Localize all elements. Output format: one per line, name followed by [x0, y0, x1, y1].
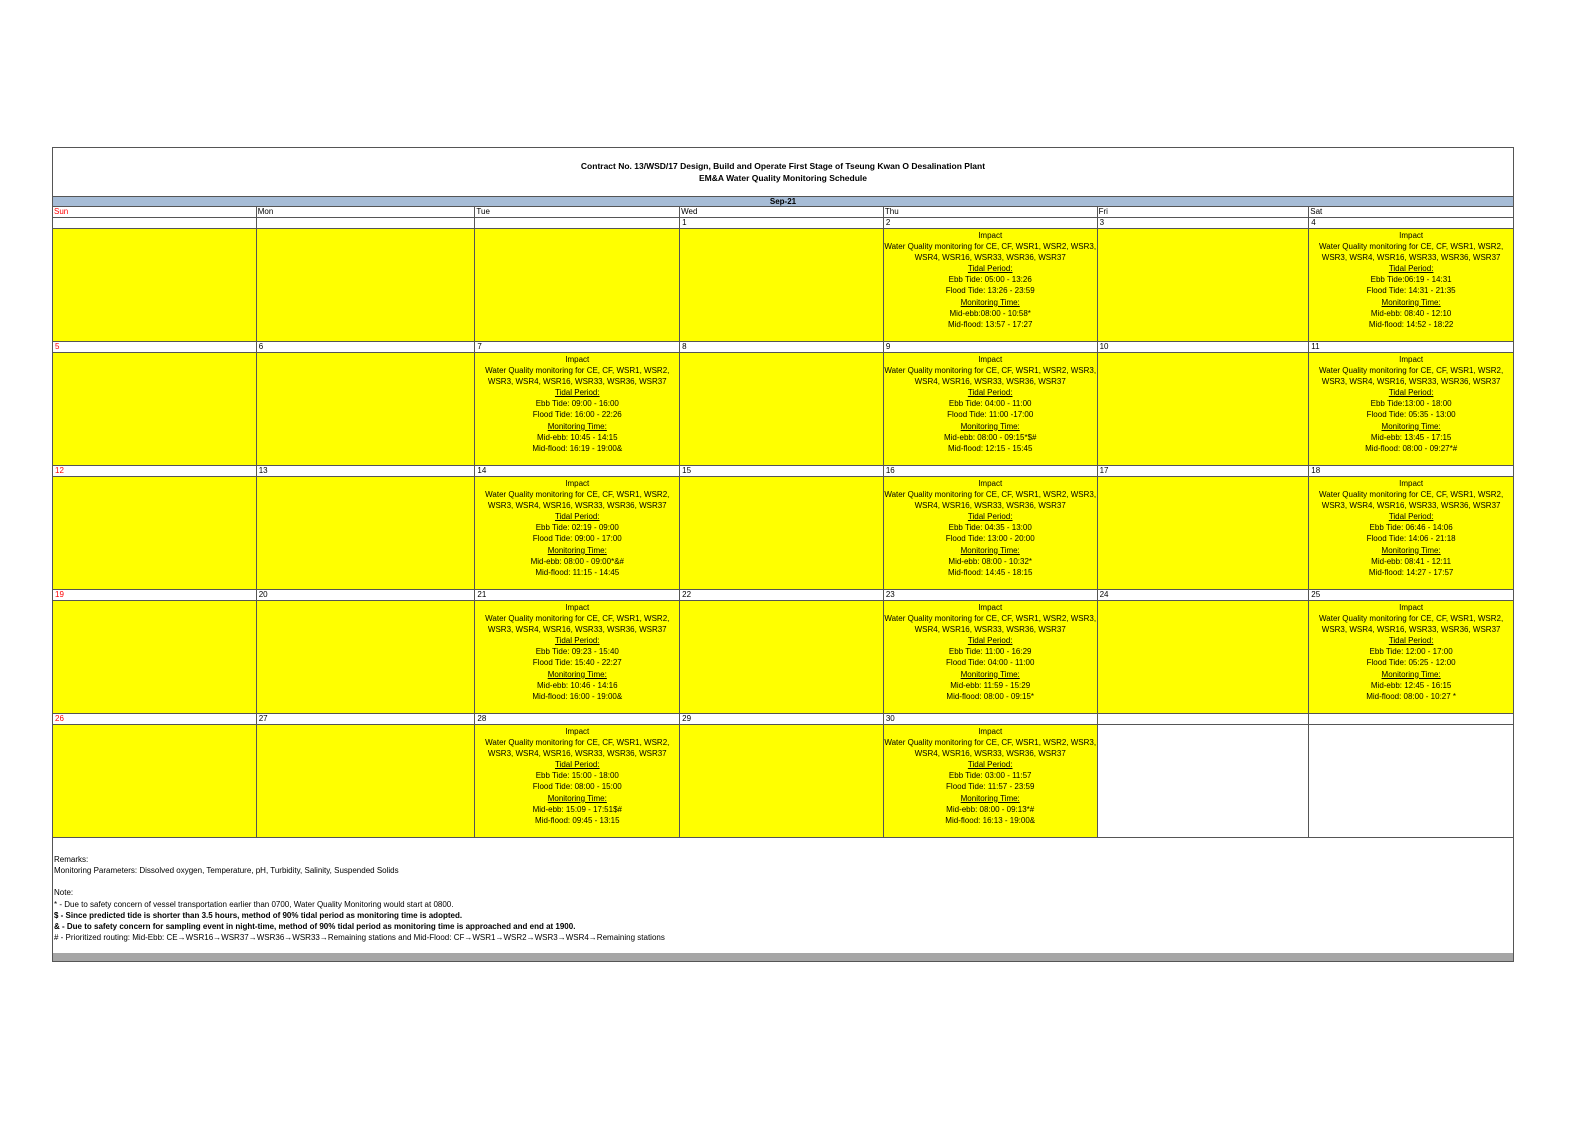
empty-day-cell [1098, 601, 1310, 714]
impact-label: Impact [978, 231, 1003, 240]
empty-day-cell [257, 725, 476, 838]
note-heading: Note: [54, 888, 74, 898]
impact-description: Water Quality monitoring for CE, CF, WSR1, WSR2, WSR3, WSR4, WSR16, WSR33, WSR36, WSR37 [485, 490, 670, 511]
impact-schedule-cell [475, 601, 680, 714]
schedule-sheet [52, 147, 1514, 962]
weekday-thu: Thu [884, 207, 1098, 218]
impact-schedule-cell [1309, 229, 1513, 342]
note-dollar: $ - Since predicted tide is shorter than 3.5 hours, method of 90% tidal period as monitoring time is adopted. [54, 910, 463, 920]
monitoring-time-label: Monitoring Time: [960, 793, 1020, 803]
monitoring-time-label: Monitoring Time: [960, 421, 1020, 431]
mid-flood: Mid-flood: 12:15 - 15:45 [947, 443, 1033, 453]
empty-day-cell [53, 725, 257, 838]
mid-ebb: Mid-ebb: 10:46 - 14:16 [537, 680, 618, 690]
date-number: 24 [1098, 590, 1310, 601]
date-number: 26 [53, 714, 257, 725]
impact-schedule-cell [1309, 601, 1513, 714]
date-number: 30 [884, 714, 1098, 725]
weekday-wed: Wed [680, 207, 884, 218]
impact-description: Water Quality monitoring for CE, CF, WSR1, WSR2, WSR3, WSR4, WSR16, WSR33, WSR36, WSR37 [485, 366, 670, 387]
note-hash: # - Prioritized routing: Mid-Ebb: CE→WSR16→WSR37→WSR36→WSR33→Remaining stations and Mid-Flood: CF→WSR1→WSR2→WSR3→WSR4→Remaining stations [54, 933, 665, 943]
date-number [257, 218, 476, 229]
tidal-period-label: Tidal Period: [554, 512, 600, 522]
monitoring-time-label: Monitoring Time: [1381, 669, 1441, 679]
impact-label: Impact [978, 603, 1003, 612]
date-number: 25 [1309, 590, 1513, 601]
impact-label: Impact [565, 479, 590, 488]
flood-tide: Flood Tide: 13:26 - 23:59 [945, 286, 1035, 296]
impact-schedule-cell [1309, 477, 1513, 590]
date-number: 27 [257, 714, 476, 725]
empty-day-cell [1098, 725, 1310, 838]
mid-ebb: Mid-ebb: 08:00 - 09:00*&# [530, 556, 624, 566]
flood-tide: Flood Tide: 09:00 - 17:00 [532, 534, 622, 544]
impact-description: Water Quality monitoring for CE, CF, WSR1, WSR2, WSR3, WSR4, WSR16, WSR33, WSR36, WSR37 [1319, 614, 1504, 635]
mid-ebb: Mid-ebb: 08:00 - 09:13*# [946, 804, 1035, 814]
monitoring-time-label: Monitoring Time: [1381, 297, 1441, 307]
ebb-tide: Ebb Tide:13:00 - 18:00 [1370, 399, 1452, 409]
flood-tide: Flood Tide: 11:57 - 23:59 [946, 782, 1035, 792]
date-number: 17 [1098, 466, 1310, 477]
impact-schedule-cell [475, 353, 680, 466]
mid-flood: Mid-flood: 08:00 - 09:15* [946, 691, 1035, 701]
mid-flood: Mid-flood: 16:19 - 19:00& [532, 443, 623, 453]
schedule-row [53, 353, 1513, 466]
monitoring-time-label: Monitoring Time: [547, 669, 607, 679]
tidal-period-label: Tidal Period: [1388, 388, 1434, 398]
impact-description: Water Quality monitoring for CE, CF, WSR1, WSR2, WSR3, WSR4, WSR16, WSR33, WSR36, WSR37 [884, 366, 1097, 387]
date-number: 23 [884, 590, 1098, 601]
impact-schedule-cell [884, 601, 1098, 714]
date-number: 15 [680, 466, 884, 477]
impact-schedule-cell [1309, 353, 1513, 466]
tidal-period-label: Tidal Period: [967, 264, 1013, 274]
impact-label: Impact [565, 727, 590, 736]
monitoring-time-label: Monitoring Time: [547, 793, 607, 803]
flood-tide: Flood Tide: 05:25 - 12:00 [1366, 658, 1456, 668]
mid-flood: Mid-flood: 14:45 - 18:15 [947, 567, 1033, 577]
mid-ebb: Mid-ebb:08:00 - 10:58* [949, 308, 1031, 318]
tidal-period-label: Tidal Period: [554, 636, 600, 646]
flood-tide: Flood Tide: 08:00 - 15:00 [532, 782, 622, 792]
date-number: 13 [257, 466, 476, 477]
schedule-title: EM&A Water Quality Monitoring Schedule [699, 173, 867, 183]
date-number: 19 [53, 590, 257, 601]
contract-title: Contract No. 13/WSD/17 Design, Build and Operate First Stage of Tseung Kwan O Desalination Plant [580, 161, 986, 171]
monitoring-time-label: Monitoring Time: [547, 545, 607, 555]
ebb-tide: Ebb Tide: 02:19 - 09:00 [535, 523, 619, 533]
mid-ebb: Mid-ebb: 13:45 - 17:15 [1370, 432, 1452, 442]
mid-flood: Mid-flood: 11:15 - 14:45 [535, 567, 620, 577]
mid-flood: Mid-flood: 14:27 - 17:57 [1368, 567, 1454, 577]
impact-label: Impact [1399, 355, 1424, 364]
empty-day-cell [257, 601, 476, 714]
impact-label: Impact [978, 727, 1003, 736]
date-number: 16 [884, 466, 1098, 477]
mid-flood: Mid-flood: 08:00 - 09:27*# [1365, 443, 1458, 453]
ebb-tide: Ebb Tide: 04:00 - 11:00 [948, 399, 1032, 409]
mid-ebb: Mid-ebb: 08:00 - 09:15*$# [943, 432, 1037, 442]
empty-day-cell [1098, 477, 1310, 590]
ebb-tide: Ebb Tide: 05:00 - 13:26 [948, 275, 1032, 285]
ebb-tide: Ebb Tide: 06:46 - 14:06 [1369, 523, 1453, 533]
date-number: 9 [884, 342, 1098, 353]
schedule-row [53, 725, 1513, 838]
empty-day-cell [680, 353, 884, 466]
mid-flood: Mid-flood: 09:45 - 13:15 [535, 815, 620, 825]
date-number: 3 [1098, 218, 1310, 229]
monitoring-parameters: Monitoring Parameters: Dissolved oxygen, Temperature, pH, Turbidity, Salinity, Suspended Solids [54, 866, 399, 876]
tidal-period-label: Tidal Period: [1388, 264, 1434, 274]
date-number: 2 [884, 218, 1098, 229]
empty-day-cell [257, 477, 476, 590]
empty-day-cell [53, 477, 257, 590]
impact-label: Impact [1399, 479, 1424, 488]
mid-flood: Mid-flood: 14:52 - 18:22 [1368, 319, 1454, 329]
empty-day-cell [1309, 725, 1513, 838]
weekday-tue: Tue [475, 207, 680, 218]
schedule-row [53, 229, 1513, 342]
impact-label: Impact [565, 603, 590, 612]
weeks-container [53, 218, 1513, 838]
impact-description: Water Quality monitoring for CE, CF, WSR1, WSR2, WSR3, WSR4, WSR16, WSR33, WSR36, WSR37 [884, 490, 1097, 511]
date-number: 14 [475, 466, 680, 477]
flood-tide: Flood Tide: 16:00 - 22:26 [532, 410, 622, 420]
date-number [1098, 714, 1310, 725]
ebb-tide: Ebb Tide: 04:35 - 13:00 [948, 523, 1032, 533]
flood-tide: Flood Tide: 05:35 - 13:00 [1366, 410, 1456, 420]
empty-day-cell [53, 229, 257, 342]
date-number: 11 [1309, 342, 1513, 353]
impact-description: Water Quality monitoring for CE, CF, WSR1, WSR2, WSR3, WSR4, WSR16, WSR33, WSR36, WSR37 [485, 738, 670, 759]
empty-day-cell [257, 229, 476, 342]
ebb-tide: Ebb Tide: 12:00 - 17:00 [1369, 647, 1453, 657]
month-label: Sep-21 [53, 196, 1513, 207]
impact-description: Water Quality monitoring for CE, CF, WSR1, WSR2, WSR3, WSR4, WSR16, WSR33, WSR36, WSR37 [1319, 366, 1504, 387]
date-number: 28 [475, 714, 680, 725]
impact-label: Impact [978, 479, 1003, 488]
calendar-grid [53, 207, 1513, 838]
impact-label: Impact [565, 355, 590, 364]
date-number: 6 [257, 342, 476, 353]
impact-label: Impact [1399, 231, 1424, 240]
impact-description: Water Quality monitoring for CE, CF, WSR1, WSR2, WSR3, WSR4, WSR16, WSR33, WSR36, WSR37 [1319, 242, 1504, 263]
mid-flood: Mid-flood: 08:00 - 10:27 * [1366, 691, 1457, 701]
date-number: 5 [53, 342, 257, 353]
impact-schedule-cell [884, 725, 1098, 838]
ebb-tide: Ebb Tide:06:19 - 14:31 [1370, 275, 1452, 285]
empty-day-cell [475, 229, 680, 342]
mid-ebb: Mid-ebb: 11:59 - 15:29 [950, 680, 1031, 690]
impact-schedule-cell [475, 477, 680, 590]
remarks-section [54, 854, 665, 943]
mid-ebb: Mid-ebb: 12:45 - 16:15 [1370, 680, 1452, 690]
mid-ebb: Mid-ebb: 08:00 - 10:32* [948, 556, 1033, 566]
flood-tide: Flood Tide: 15:40 - 22:27 [532, 658, 622, 668]
empty-day-cell [680, 601, 884, 714]
impact-label: Impact [978, 355, 1003, 364]
date-number: 12 [53, 466, 257, 477]
flood-tide: Flood Tide: 14:06 - 21:18 [1366, 534, 1456, 544]
date-number: 1 [680, 218, 884, 229]
schedule-row [53, 601, 1513, 714]
flood-tide: Flood Tide: 11:00 -17:00 [947, 410, 1034, 420]
schedule-row [53, 477, 1513, 590]
weekday-sat: Sat [1309, 207, 1513, 218]
impact-description: Water Quality monitoring for CE, CF, WSR1, WSR2, WSR3, WSR4, WSR16, WSR33, WSR36, WSR37 [884, 242, 1097, 263]
date-number [1309, 714, 1513, 725]
date-number: 4 [1309, 218, 1513, 229]
weekday-header-row [53, 207, 1513, 218]
tidal-period-label: Tidal Period: [967, 512, 1013, 522]
date-row [53, 218, 1513, 229]
tidal-period-label: Tidal Period: [967, 760, 1013, 770]
date-number: 10 [1098, 342, 1310, 353]
monitoring-time-label: Monitoring Time: [1381, 421, 1441, 431]
empty-day-cell [680, 725, 884, 838]
mid-flood: Mid-flood: 13:57 - 17:27 [947, 319, 1033, 329]
date-number: 29 [680, 714, 884, 725]
impact-schedule-cell [475, 725, 680, 838]
impact-schedule-cell [884, 353, 1098, 466]
empty-day-cell [53, 353, 257, 466]
mid-ebb: Mid-ebb: 08:40 - 12:10 [1370, 308, 1452, 318]
flood-tide: Flood Tide: 04:00 - 11:00 [946, 658, 1035, 668]
empty-day-cell [53, 601, 257, 714]
weekday-sun: Sun [53, 207, 257, 218]
empty-day-cell [680, 229, 884, 342]
ebb-tide: Ebb Tide: 09:00 - 16:00 [535, 399, 619, 409]
monitoring-time-label: Monitoring Time: [960, 297, 1020, 307]
empty-day-cell [257, 353, 476, 466]
mid-flood: Mid-flood: 16:00 - 19:00& [532, 691, 623, 701]
monitoring-time-label: Monitoring Time: [960, 669, 1020, 679]
tidal-period-label: Tidal Period: [967, 636, 1013, 646]
note-ampersand: & - Due to safety concern for sampling event in night-time, method of 90% tidal period as monitoring time is approached and end at 1900. [54, 922, 576, 932]
impact-description: Water Quality monitoring for CE, CF, WSR1, WSR2, WSR3, WSR4, WSR16, WSR33, WSR36, WSR37 [884, 614, 1097, 635]
date-number: 18 [1309, 466, 1513, 477]
empty-day-cell [1098, 229, 1310, 342]
date-row [53, 342, 1513, 353]
mid-ebb: Mid-ebb: 08:41 - 12:11 [1371, 556, 1452, 566]
flood-tide: Flood Tide: 14:31 - 21:35 [1366, 286, 1456, 296]
date-number [53, 218, 257, 229]
remarks-heading: Remarks: [54, 855, 89, 864]
date-row [53, 714, 1513, 725]
date-number [475, 218, 680, 229]
mid-flood: Mid-flood: 16:13 - 19:00& [945, 815, 1036, 825]
date-number: 20 [257, 590, 476, 601]
note-asterisk: * - Due to safety concern of vessel transportation earlier than 0700, Water Quality Monitoring would start at 0800. [54, 899, 454, 909]
impact-label: Impact [1399, 603, 1424, 612]
weekday-fri: Fri [1098, 207, 1310, 218]
mid-ebb: Mid-ebb: 15:09 - 17:51$# [532, 804, 622, 814]
mid-ebb: Mid-ebb: 10:45 - 14:15 [537, 432, 618, 442]
tidal-period-label: Tidal Period: [554, 388, 600, 398]
date-number: 22 [680, 590, 884, 601]
monitoring-time-label: Monitoring Time: [1381, 545, 1441, 555]
tidal-period-label: Tidal Period: [1388, 512, 1434, 522]
ebb-tide: Ebb Tide: 03:00 - 11:57 [948, 771, 1032, 781]
ebb-tide: Ebb Tide: 15:00 - 18:00 [535, 771, 619, 781]
impact-schedule-cell [884, 229, 1098, 342]
weekday-mon: Mon [257, 207, 476, 218]
ebb-tide: Ebb Tide: 11:00 - 16:29 [948, 647, 1032, 657]
impact-description: Water Quality monitoring for CE, CF, WSR1, WSR2, WSR3, WSR4, WSR16, WSR33, WSR36, WSR37 [1319, 490, 1504, 511]
flood-tide: Flood Tide: 13:00 - 20:00 [945, 534, 1035, 544]
date-number: 21 [475, 590, 680, 601]
schedule-header [53, 148, 1513, 196]
impact-description: Water Quality monitoring for CE, CF, WSR1, WSR2, WSR3, WSR4, WSR16, WSR33, WSR36, WSR37 [884, 738, 1097, 759]
tidal-period-label: Tidal Period: [1388, 636, 1434, 646]
date-number: 7 [475, 342, 680, 353]
date-number: 8 [680, 342, 884, 353]
tidal-period-label: Tidal Period: [554, 760, 600, 770]
impact-schedule-cell [884, 477, 1098, 590]
ebb-tide: Ebb Tide: 09:23 - 15:40 [535, 647, 619, 657]
tidal-period-label: Tidal Period: [967, 388, 1013, 398]
impact-description: Water Quality monitoring for CE, CF, WSR1, WSR2, WSR3, WSR4, WSR16, WSR33, WSR36, WSR37 [485, 614, 670, 635]
monitoring-time-label: Monitoring Time: [960, 545, 1020, 555]
date-row [53, 466, 1513, 477]
empty-day-cell [680, 477, 884, 590]
empty-day-cell [1098, 353, 1310, 466]
date-row [53, 590, 1513, 601]
monitoring-time-label: Monitoring Time: [547, 421, 607, 431]
footer-bar [53, 953, 1513, 961]
